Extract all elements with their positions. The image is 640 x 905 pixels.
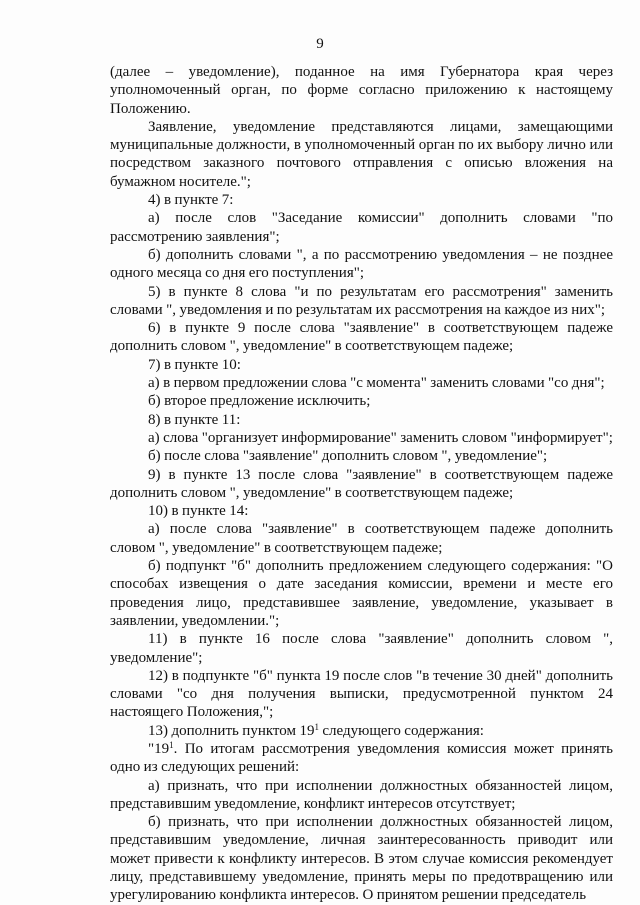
paragraph: б) дополнить словами ", а по рассмотрению уведомления – не позднее одного месяца со дня его поступления"; (110, 246, 613, 282)
paragraph: 8) в пункте 11: (148, 411, 241, 428)
paragraph: а) признать, что при исполнении должностных обязанностей лицом, представившим уведомление, конфликт интересов отсутствует; (110, 777, 613, 812)
paragraph: а) в первом предложении слова "с момента" заменить словами "со дня"; (148, 375, 605, 392)
paragraph: 6) в пункте 9 после слова "заявление" в соответствующем падеже дополнить словом ", уведомление" в соответствующем падеже; (110, 320, 613, 355)
paragraph: 4) в пункте 7: (148, 192, 234, 209)
paragraph-tail: . По итогам рассмотрения уведомления комиссия может принять одно из следующих решений: (110, 740, 613, 776)
document-body (110, 63, 613, 905)
paragraph-lead: "19 (148, 740, 170, 757)
paragraph: б) подпункт "б" дополнить предложением следующего содержания: "О способах извещения о дате заседания комиссии, времени и месте его проведения лицо, представившее заявление, уведомление, указывает в заявлении, уведомлении."; (110, 558, 613, 629)
paragraph-tail: следующего содержания: (318, 722, 484, 739)
paragraph (110, 740, 613, 777)
paragraph: (далее – уведомление), поданное на имя Губернатора края через уполномоченный орган, по форме согласно приложению к настоящему Положению. (110, 64, 613, 117)
paragraph: б) после слова "заявление" дополнить словом ", уведомление"; (148, 448, 548, 465)
paragraph: 5) в пункте 8 слова "и по результатам его рассмотрения" заменить словами ", уведомления и по результатам их рассмотрения на каждое из них"; (110, 283, 613, 318)
paragraph: б) признать, что при исполнении должностных обязанностей лицом, представившим уведомление, личная заинтересованность приводит или может привести к конфликту интересов. В этом случае комиссия рекомендует лицу, представившему уведомление, принять меры по предотвращению или урегулированию конфликта интересов. О принятом решении председатель (110, 814, 613, 904)
paragraph: б) второе предложение исключить; (148, 393, 371, 410)
superscript-mark: 1 (169, 739, 174, 750)
paragraph: 7) в пункте 10: (148, 356, 241, 373)
paragraph-lead: 13) дополнить пунктом 19 (148, 722, 315, 739)
superscript-mark: 1 (314, 721, 319, 732)
paragraph: 12) в подпункте "б" пункта 19 после слов "в течение 30 дней" дополнить словами "со дня получения выписки, предусмотренной пунктом 24 настоящего Положения,"; (110, 667, 613, 721)
paragraph: 10) в пункте 14: (148, 503, 249, 520)
paragraph: а) после слова "заявление" в соответствующем падеже дополнить словом ", уведомление" в соответствующем падеже; (110, 521, 613, 556)
paragraph: а) слова "организует информирование" заменить словом "информирует"; (148, 429, 613, 446)
page-number: 9 (316, 36, 324, 52)
paragraph: Заявление, уведомление представляются лицами, замещающими муниципальные должности, в уполномоченный орган по их выбору лично или посредством заказного почтового отправления с описью вложения на бумажном носителе."; (110, 118, 613, 190)
paragraph: 9) в пункте 13 после слова "заявление" в соответствующем падеже дополнить словом ", уведомление" в соответствующем падеже; (110, 466, 613, 501)
paragraph (110, 722, 613, 740)
paragraph: 11) в пункте 16 после слова "заявление" дополнить словом ", уведомление"; (110, 631, 613, 666)
paragraph: а) после слов "Заседание комиссии" дополнить словами "по рассмотрению заявления"; (110, 210, 613, 245)
